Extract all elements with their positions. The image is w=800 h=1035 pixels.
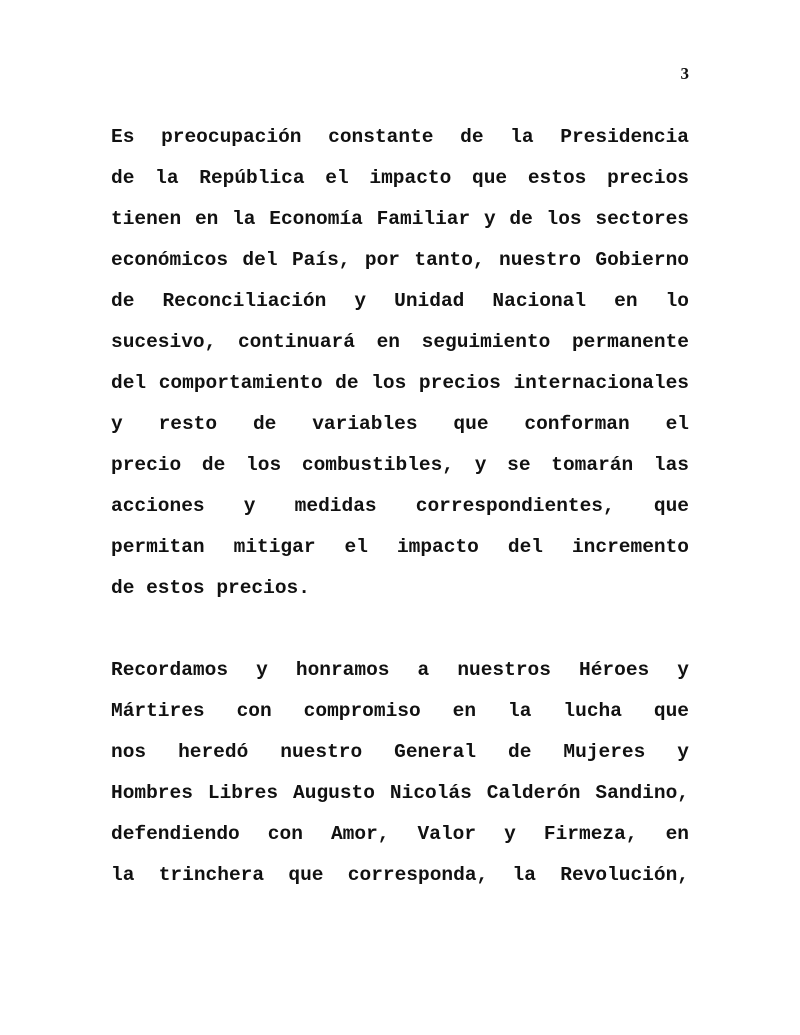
text-line: defendiendo con Amor, Valor y Firmeza, en <box>111 823 689 845</box>
paragraph-heroes-martires <box>111 650 689 896</box>
text-line: y resto de variables que conforman el <box>111 413 689 435</box>
page-number: 3 <box>680 64 689 83</box>
text-line: del comportamiento de los precios internacionales <box>111 372 689 394</box>
paragraph-presidencia <box>111 117 689 609</box>
text-line: Hombres Libres Augusto Nicolás Calderón Sandino, <box>111 782 689 804</box>
text-line: de Reconciliación y Unidad Nacional en lo <box>111 290 689 312</box>
text-line: permitan mitigar el impacto del incremento <box>111 536 689 558</box>
text-line: de estos precios. <box>111 577 310 599</box>
text-line: sucesivo, continuará en seguimiento permanente <box>111 331 689 353</box>
text-line: de la República el impacto que estos precios <box>111 167 689 189</box>
text-line: acciones y medidas correspondientes, que <box>111 495 689 517</box>
text-line: la trinchera que corresponda, la Revolución, <box>111 864 689 886</box>
text-line: tienen en la Economía Familiar y de los sectores <box>111 208 689 230</box>
text-line: Mártires con compromiso en la lucha que <box>111 700 689 722</box>
body-text <box>111 117 689 896</box>
text-line: Recordamos y honramos a nuestros Héroes y <box>111 659 689 681</box>
text-line: precio de los combustibles, y se tomarán las <box>111 454 689 476</box>
text-line: Es preocupación constante de la Presidencia <box>111 126 689 148</box>
text-line: económicos del País, por tanto, nuestro Gobierno <box>111 249 689 271</box>
paragraph-spacer <box>111 609 689 650</box>
text-line: nos heredó nuestro General de Mujeres y <box>111 741 689 763</box>
